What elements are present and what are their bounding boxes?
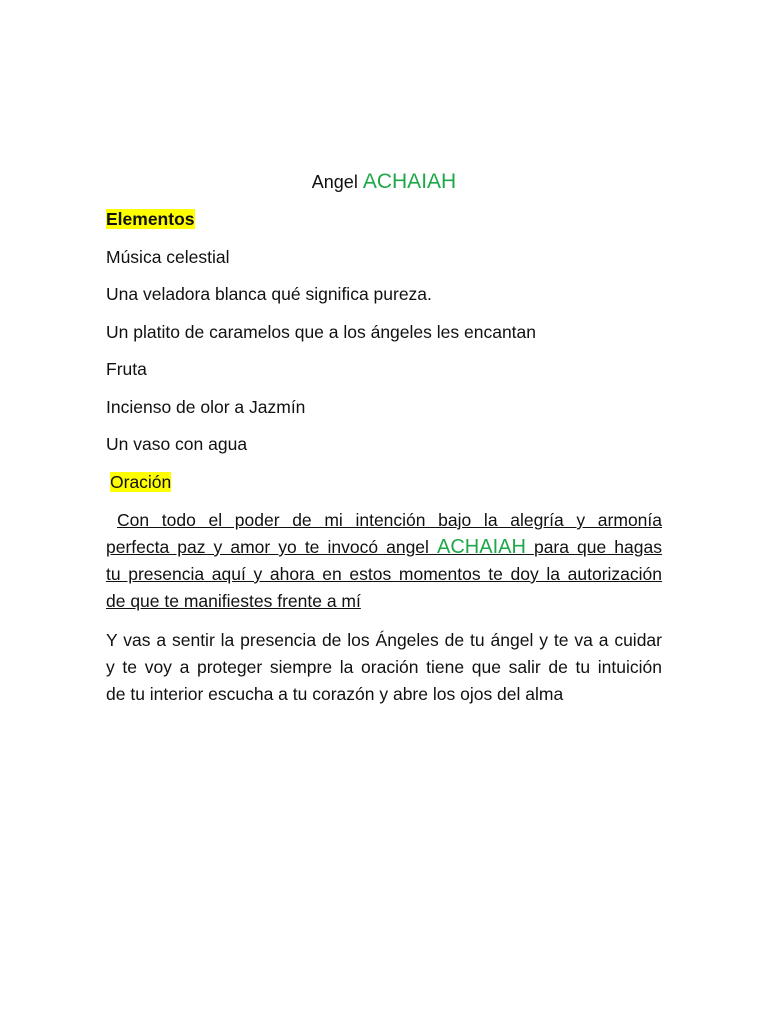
element-item: Un vaso con agua <box>106 434 248 454</box>
prayer-paragraph <box>106 507 662 615</box>
closing-paragraph <box>106 627 662 708</box>
prayer-row-before: perfecta paz y amor yo te invocó angel <box>106 537 429 557</box>
prayer-heading-text: Oración <box>110 472 172 492</box>
title-prefix: Angel <box>311 172 358 192</box>
elements-heading-text: Elementos <box>106 209 195 229</box>
element-item: Fruta <box>106 359 147 379</box>
prayer-row: de que te manifiestes frente a mí <box>106 591 361 611</box>
closing-row: Y vas a sentir la presencia de los Ángeles de tu ángel y te va a cuidar <box>106 630 662 650</box>
prayer-row: Con todo el poder de mi intención bajo la alegría y armonía <box>117 510 662 530</box>
prayer-row-after: para que hagas <box>533 537 662 557</box>
closing-row: y te voy a proteger siempre la oración tiene que salir de tu intuición <box>106 657 662 677</box>
prayer-row-invocation <box>106 534 662 561</box>
element-item: Incienso de olor a Jazmín <box>106 397 306 417</box>
prayer-row: tu presencia aquí y ahora en estos momentos te doy la autorización <box>106 564 662 584</box>
element-item: Un platito de caramelos que a los ángeles les encantan <box>106 322 536 342</box>
document-title <box>0 168 768 196</box>
angel-name: ACHAIAH <box>362 170 457 193</box>
element-item: Una veladora blanca qué significa pureza. <box>106 284 432 304</box>
closing-row: de tu interior escucha a tu corazón y abre los ojos del alma <box>106 684 564 704</box>
prayer-angel-name: ACHAIAH <box>437 536 526 558</box>
elements-heading <box>106 207 195 231</box>
element-item: Música celestial <box>106 247 230 267</box>
prayer-heading <box>110 470 171 494</box>
